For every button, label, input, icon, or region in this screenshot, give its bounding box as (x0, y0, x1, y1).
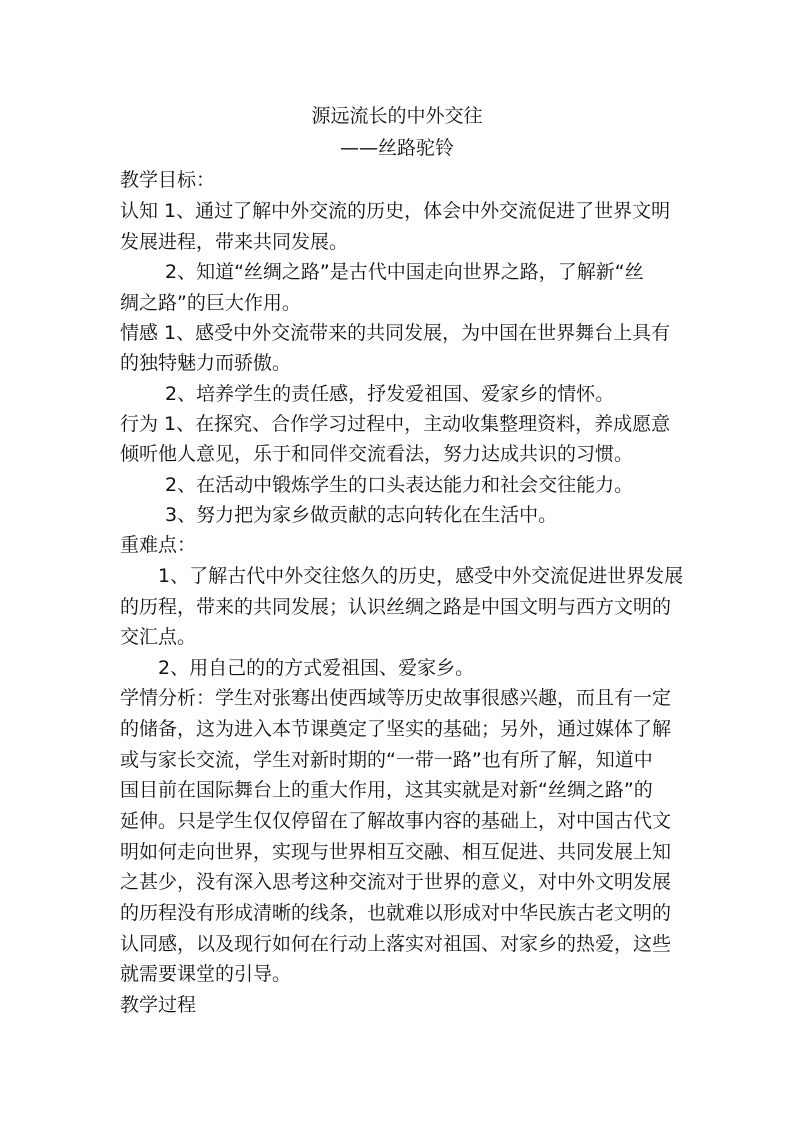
text-line: 3、努力把为家乡做贡献的志向转化在生活中。 (165, 504, 558, 526)
text-line: 延伸。只是学生仅仅停留在了解故事内容的基础上，对中国古代文 (120, 810, 672, 832)
text-line: 1、了解古代中外交往悠久的历史，感受中外交流促进世界发展 (158, 565, 684, 587)
text-line: 明如何走向世界，实现与世界相互交融、相互促进、共同发展上知 (120, 841, 672, 863)
text-line: 国目前在国际舞台上的重大作用，这其实就是对新“丝绸之路”的 (120, 779, 653, 801)
text-line: 交汇点。 (120, 626, 197, 648)
text-line: 绸之路”的巨大作用。 (120, 292, 301, 314)
text-line: 发展进程，带来共同发展。 (120, 231, 349, 253)
text-line: 就需要课堂的引导。 (120, 963, 292, 985)
section-heading-key-points: 重难点： (120, 534, 197, 556)
text-line: 认知 1、通过了解中外交流的历史，体会中外交流促进了世界文明 (120, 200, 671, 222)
document-subtitle: ——丝路驼铃 (339, 137, 454, 159)
document-title: 源远流长的中外交往 (311, 105, 483, 127)
text-line: 之甚少，没有深入思考这种交流对于世界的意义，对中外文明发展 (120, 871, 672, 893)
text-line: 的历程，带来的共同发展；认识丝绸之路是中国文明与西方文明的 (120, 596, 672, 618)
text-line: 或与家长交流，学生对新时期的“一带一路”也有所了解，知道中 (120, 749, 653, 771)
section-heading-process: 教学过程 (120, 994, 197, 1016)
text-line: 的独特魅力而骄傲。 (120, 352, 292, 374)
text-line: 的储备，这为进入本节课奠定了坚实的基础；另外，通过媒体了解 (120, 718, 672, 740)
text-line: 情感 1、感受中外交流带来的共同发展，为中国在世界舞台上具有 (120, 322, 671, 344)
text-line: 2、用自己的的方式爱祖国、爱家乡。 (158, 657, 475, 679)
text-line: 认同感，以及现行如何在行动上落实对祖国、对家乡的热爱，这些 (120, 933, 672, 955)
text-line: 2、培养学生的责任感，抒发爱祖国、爱家乡的情怀。 (165, 383, 615, 405)
text-line: 2、在活动中锻炼学生的口头表达能力和社会交往能力。 (165, 474, 634, 496)
text-line: 倾听他人意见，乐于和同伴交流看法，努力达成共识的习惯。 (120, 443, 634, 465)
section-heading-objectives: 教学目标： (120, 169, 216, 191)
text-line: 行为 1、在探究、合作学习过程中，主动收集整理资料，养成愿意 (120, 413, 671, 435)
text-line: 学情分析：学生对张骞出使西域等历史故事很感兴趣，而且有一定 (120, 687, 672, 709)
text-line: 2、知道“丝绸之路”是古代中国走向世界之路，了解新“丝 (165, 261, 644, 283)
text-line: 的历程没有形成清晰的线条，也就难以形成对中华民族古老文明的 (120, 902, 672, 924)
